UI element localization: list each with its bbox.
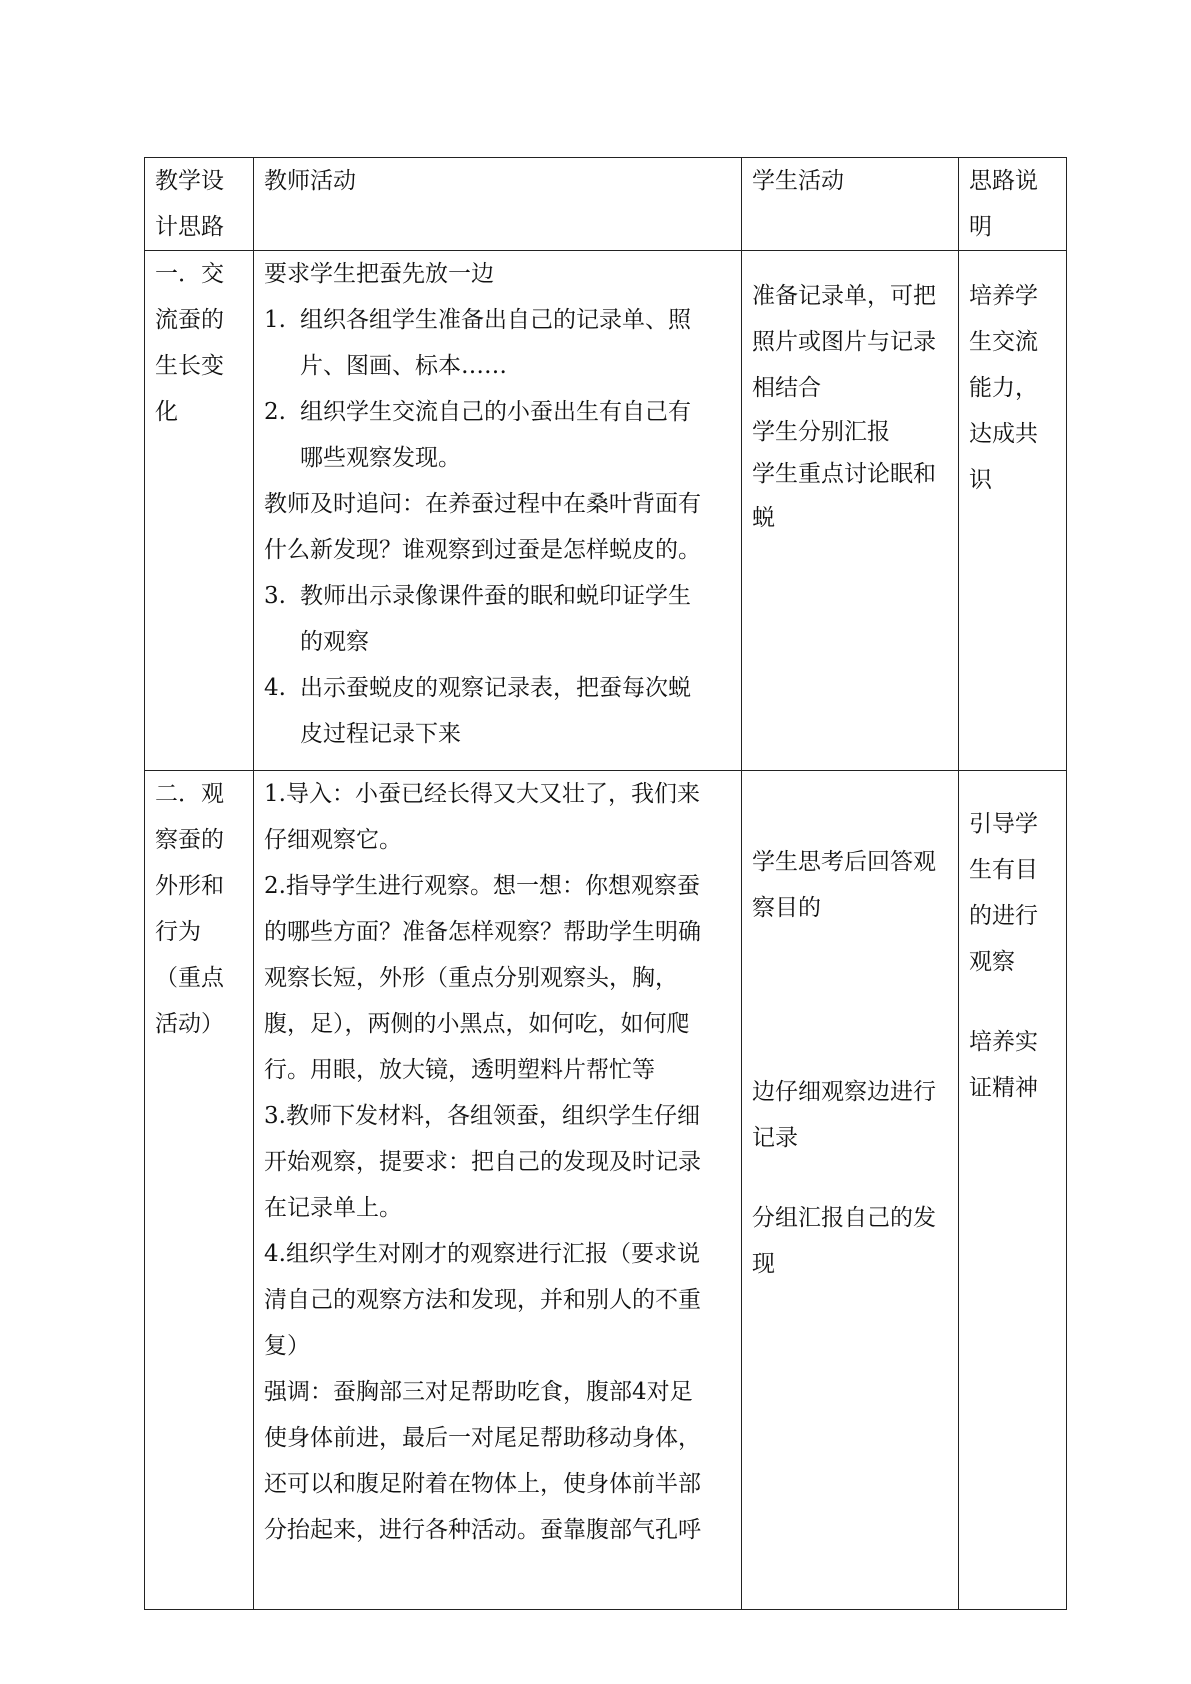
table-row (145, 771, 1067, 1610)
row1-teacher-cell: 要求学生把蚕先放一边 1. 组织各组学生准备出自己的记录单、照 片、图画、标本…… 2. 组织学生交流自己的小蚕出生有自己有 哪些观察发现。 教师及时追问：在养蚕过程中在桑叶背面有 什么新发现？谁观察到过蚕是怎样蜕皮的。 3. 教师出示录像课件蚕的眠和蜕印证学生 的观察 4. 出示蚕蜕皮的观察记录表，把蚕每次蜕 皮过程记录下来 (254, 251, 742, 771)
table-row (145, 251, 1067, 771)
list-item: 2. 组织学生交流自己的小蚕出生有自己有 哪些观察发现。 (264, 399, 691, 471)
table-header-row (145, 158, 1067, 251)
row2-teacher-cell: 1.导入：小蚕已经长得又大又壮了，我们来 仔细观察它。 2.指导学生进行观察。想一想：你想观察蚕 的哪些方面？准备怎样观察？帮助学生明确 观察长短，外形（重点分别观察头，胸， 腹，足），两侧的小黑点，如何吃，如何爬 行。用眼，放大镜，透明塑料片帮忙等 3.教师下发材料，各组领蚕，组织学生仔细 开始观察，提要求：把自己的发现及时记录 在记录单上。 4.组织学生对刚才的观察进行汇报（要求说 清自己的观察方法和发现，并和别人的不重 复） 强调：蚕胸部三对足帮助吃食，腹部4对足 使身体前进，最后一对尾足帮助移动身体， 还可以和腹足附着在物体上，使身体前半部 分抬起来，进行各种活动。蚕靠腹部气孔呼 (254, 771, 742, 1610)
list-item: 1. 组织各组学生准备出自己的记录单、照 片、图画、标本…… (264, 307, 691, 379)
header-notes: 思路说 明 (959, 158, 1067, 251)
header-student: 学生活动 (742, 158, 959, 251)
lesson-plan-table (144, 157, 1067, 1610)
list-item: 3. 教师出示录像课件蚕的眠和蜕印证学生 的观察 (264, 583, 691, 655)
row2-notes-cell: 引导学 生有目 的进行 观察 培养实 证精神 (959, 771, 1067, 1610)
list-item: 4. 出示蚕蜕皮的观察记录表，把蚕每次蜕 皮过程记录下来 (264, 675, 691, 747)
header-teacher: 教师活动 (254, 158, 742, 251)
row2-student-cell: 学生思考后回答观 察目的 边仔细观察边进行 记录 分组汇报自己的发 现 (742, 771, 959, 1610)
header-design: 教学设 计思路 (145, 158, 254, 251)
row1-student-cell: 准备记录单，可把 照片或图片与记录 相结合 学生分别汇报 学生重点讨论眠和 蜕 (742, 251, 959, 771)
row1-design-cell: 一．交 流蚕的 生长变 化 (145, 251, 254, 771)
row2-design-cell: 二．观 察蚕的 外形和 行为 （重点 活动） (145, 771, 254, 1610)
row1-notes-cell: 培养学 生交流 能力， 达成共 识 (959, 251, 1067, 771)
